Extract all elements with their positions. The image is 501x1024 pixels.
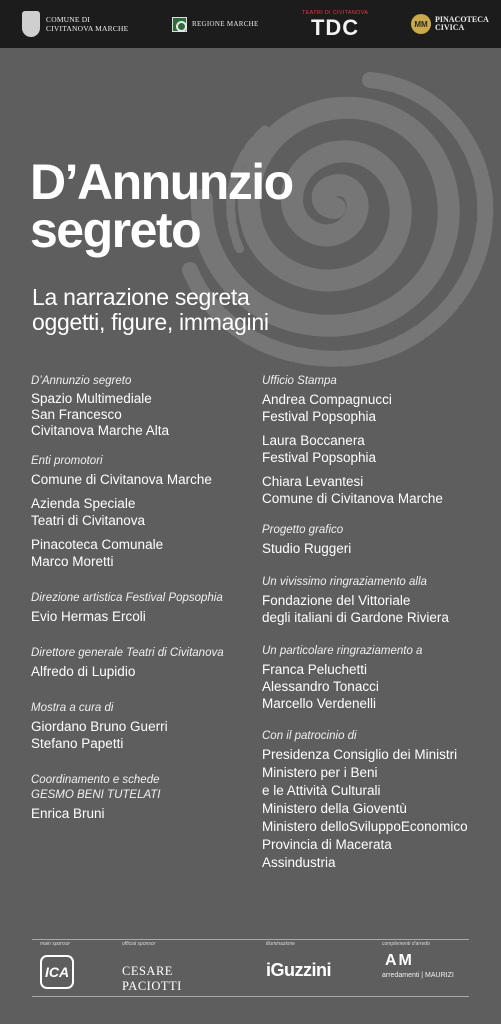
credit-block-patronage: [262, 729, 497, 872]
credit-label: Con il patrocinio di: [262, 730, 357, 742]
credit-value: Andrea Compagnucci: [262, 392, 392, 407]
maurizi-logo: arredamenti | MAURIZI: [382, 972, 454, 979]
crest-icon: [22, 11, 40, 37]
credit-value: Studio Ruggeri: [262, 541, 352, 556]
credit-value: Alessandro Tonacci: [262, 679, 379, 694]
credit-block-press-office: [262, 374, 497, 507]
cesare-paciotti-logo: CESARE PACIOTTI: [122, 964, 182, 993]
comune-civitanova-logo: [22, 0, 128, 48]
credit-label: Ufficio Stampa: [262, 375, 337, 387]
credit-value: Chiara Levantesi: [262, 474, 364, 489]
credit-value: Alfredo di Lupidio: [31, 664, 136, 679]
credit-value: Marcello Verdenelli: [262, 696, 377, 711]
sponsor-divider-top: [32, 939, 469, 940]
credit-value: Giordano Bruno Guerri: [31, 719, 168, 734]
credit-label: Un particolare ringraziamento a: [262, 645, 423, 657]
exhibition-title: [30, 154, 293, 258]
credit-value: Stefano Papetti: [31, 736, 124, 751]
regione-label: REGIONE MARCHE: [192, 20, 259, 28]
credits-left-column: [31, 374, 256, 834]
credit-value: Azienda Speciale: [31, 496, 136, 511]
credit-value: Civitanova Marche Alta: [31, 423, 170, 438]
credit-block-graphic-design: [262, 523, 497, 557]
credit-value: Spazio Multimediale: [31, 391, 152, 406]
pinacoteca-mark-icon: MM: [411, 14, 431, 34]
credit-block-venue: [31, 374, 256, 439]
comune-line1: COMUNE DI: [46, 15, 91, 24]
credits-right-column: [262, 374, 497, 884]
pinacoteca-line2: CIVICA: [435, 23, 465, 32]
credit-value: Provincia di Macerata: [262, 837, 392, 852]
tdc-small-label: TEATRI DI CIVITANOVA: [302, 9, 369, 16]
credit-value: e le Attività Culturali: [262, 783, 381, 798]
credit-value: Presidenza Consiglio dei Ministri: [262, 747, 458, 762]
credit-label: Mostra a cura di: [31, 702, 114, 714]
credit-value: Evio Hermas Ercoli: [31, 609, 146, 624]
iguzzini-logo: iGuzzini: [266, 960, 331, 980]
credit-label: Direzione artistica Festival Popsophia: [31, 592, 223, 604]
credit-value: Marco Moretti: [31, 554, 114, 569]
tdc-mark: TDC: [310, 14, 360, 40]
credit-value: Ministero per i Beni: [262, 765, 378, 780]
credit-block-coordination: [31, 773, 256, 822]
credit-block-general-director: [31, 646, 256, 680]
credit-block-curators: [31, 701, 256, 752]
maurizi-mark-icon: AM: [385, 952, 414, 969]
credit-value: Teatri di Civitanova: [31, 513, 146, 528]
credit-label: GESMO BENI TUTELATI: [31, 789, 161, 801]
credit-value: Festival Popsophia: [262, 409, 377, 424]
credit-label: Progetto grafico: [262, 524, 344, 536]
credit-value: Ministero delloSviluppoEconomico: [262, 819, 468, 834]
regione-emblem-icon: [172, 17, 187, 32]
credit-label: Direttore generale Teatri di Civitanova: [31, 647, 224, 659]
credit-value: Festival Popsophia: [262, 450, 377, 465]
credit-value: Comune di Civitanova Marche: [31, 472, 212, 487]
ica-logo: ICA: [40, 955, 74, 989]
credit-value: degli italiani di Gardone Riviera: [262, 610, 449, 625]
credit-label: Un vivissimo ringraziamento alla: [262, 576, 427, 588]
sponsor-caption: official sponsor: [122, 941, 156, 947]
credit-block-artistic-direction: [31, 591, 256, 625]
exhibition-subtitle: [32, 285, 269, 335]
credit-value: Enrica Bruni: [31, 806, 105, 821]
title-line1: D’Annunzio: [30, 154, 293, 210]
sponsor-lighting: [266, 941, 356, 995]
credit-block-promoters: [31, 454, 256, 570]
sponsor-official: [122, 941, 232, 995]
credit-value: Laura Boccanera: [262, 433, 365, 448]
credit-value: Ministero della Gioventù: [262, 801, 407, 816]
credit-value: San Francesco: [31, 407, 122, 422]
subtitle-line2: oggetti, figure, immagini: [32, 309, 269, 335]
credit-block-particular-thanks: [262, 644, 497, 712]
credit-value: Assindustria: [262, 855, 336, 870]
sponsor-caption: complementi d'arredo: [382, 941, 430, 947]
credit-label: Enti promotori: [31, 455, 103, 467]
sponsor-divider-bottom: [32, 996, 469, 997]
pinacoteca-line1: PINACOTECA: [435, 15, 489, 24]
credit-label: D’Annunzio segreto: [31, 375, 132, 387]
title-line2: segreto: [30, 202, 201, 258]
subtitle-line1: La narrazione segreta: [32, 284, 250, 310]
credit-block-special-thanks: [262, 575, 497, 626]
credit-value: Comune di Civitanova Marche: [262, 491, 443, 506]
credit-value: Fondazione del Vittoriale: [262, 593, 411, 608]
sponsor-caption: illuminazione: [266, 941, 295, 947]
sponsor-furniture: [382, 941, 472, 995]
credit-value: Pinacoteca Comunale: [31, 537, 164, 552]
comune-line2: CIVITANOVA MARCHE: [46, 24, 129, 33]
sponsor-caption: main sponsor: [40, 941, 71, 947]
credit-label: Coordinamento e schede: [31, 774, 160, 786]
sponsor-main: [40, 941, 110, 995]
credit-value: Franca Peluchetti: [262, 662, 368, 677]
